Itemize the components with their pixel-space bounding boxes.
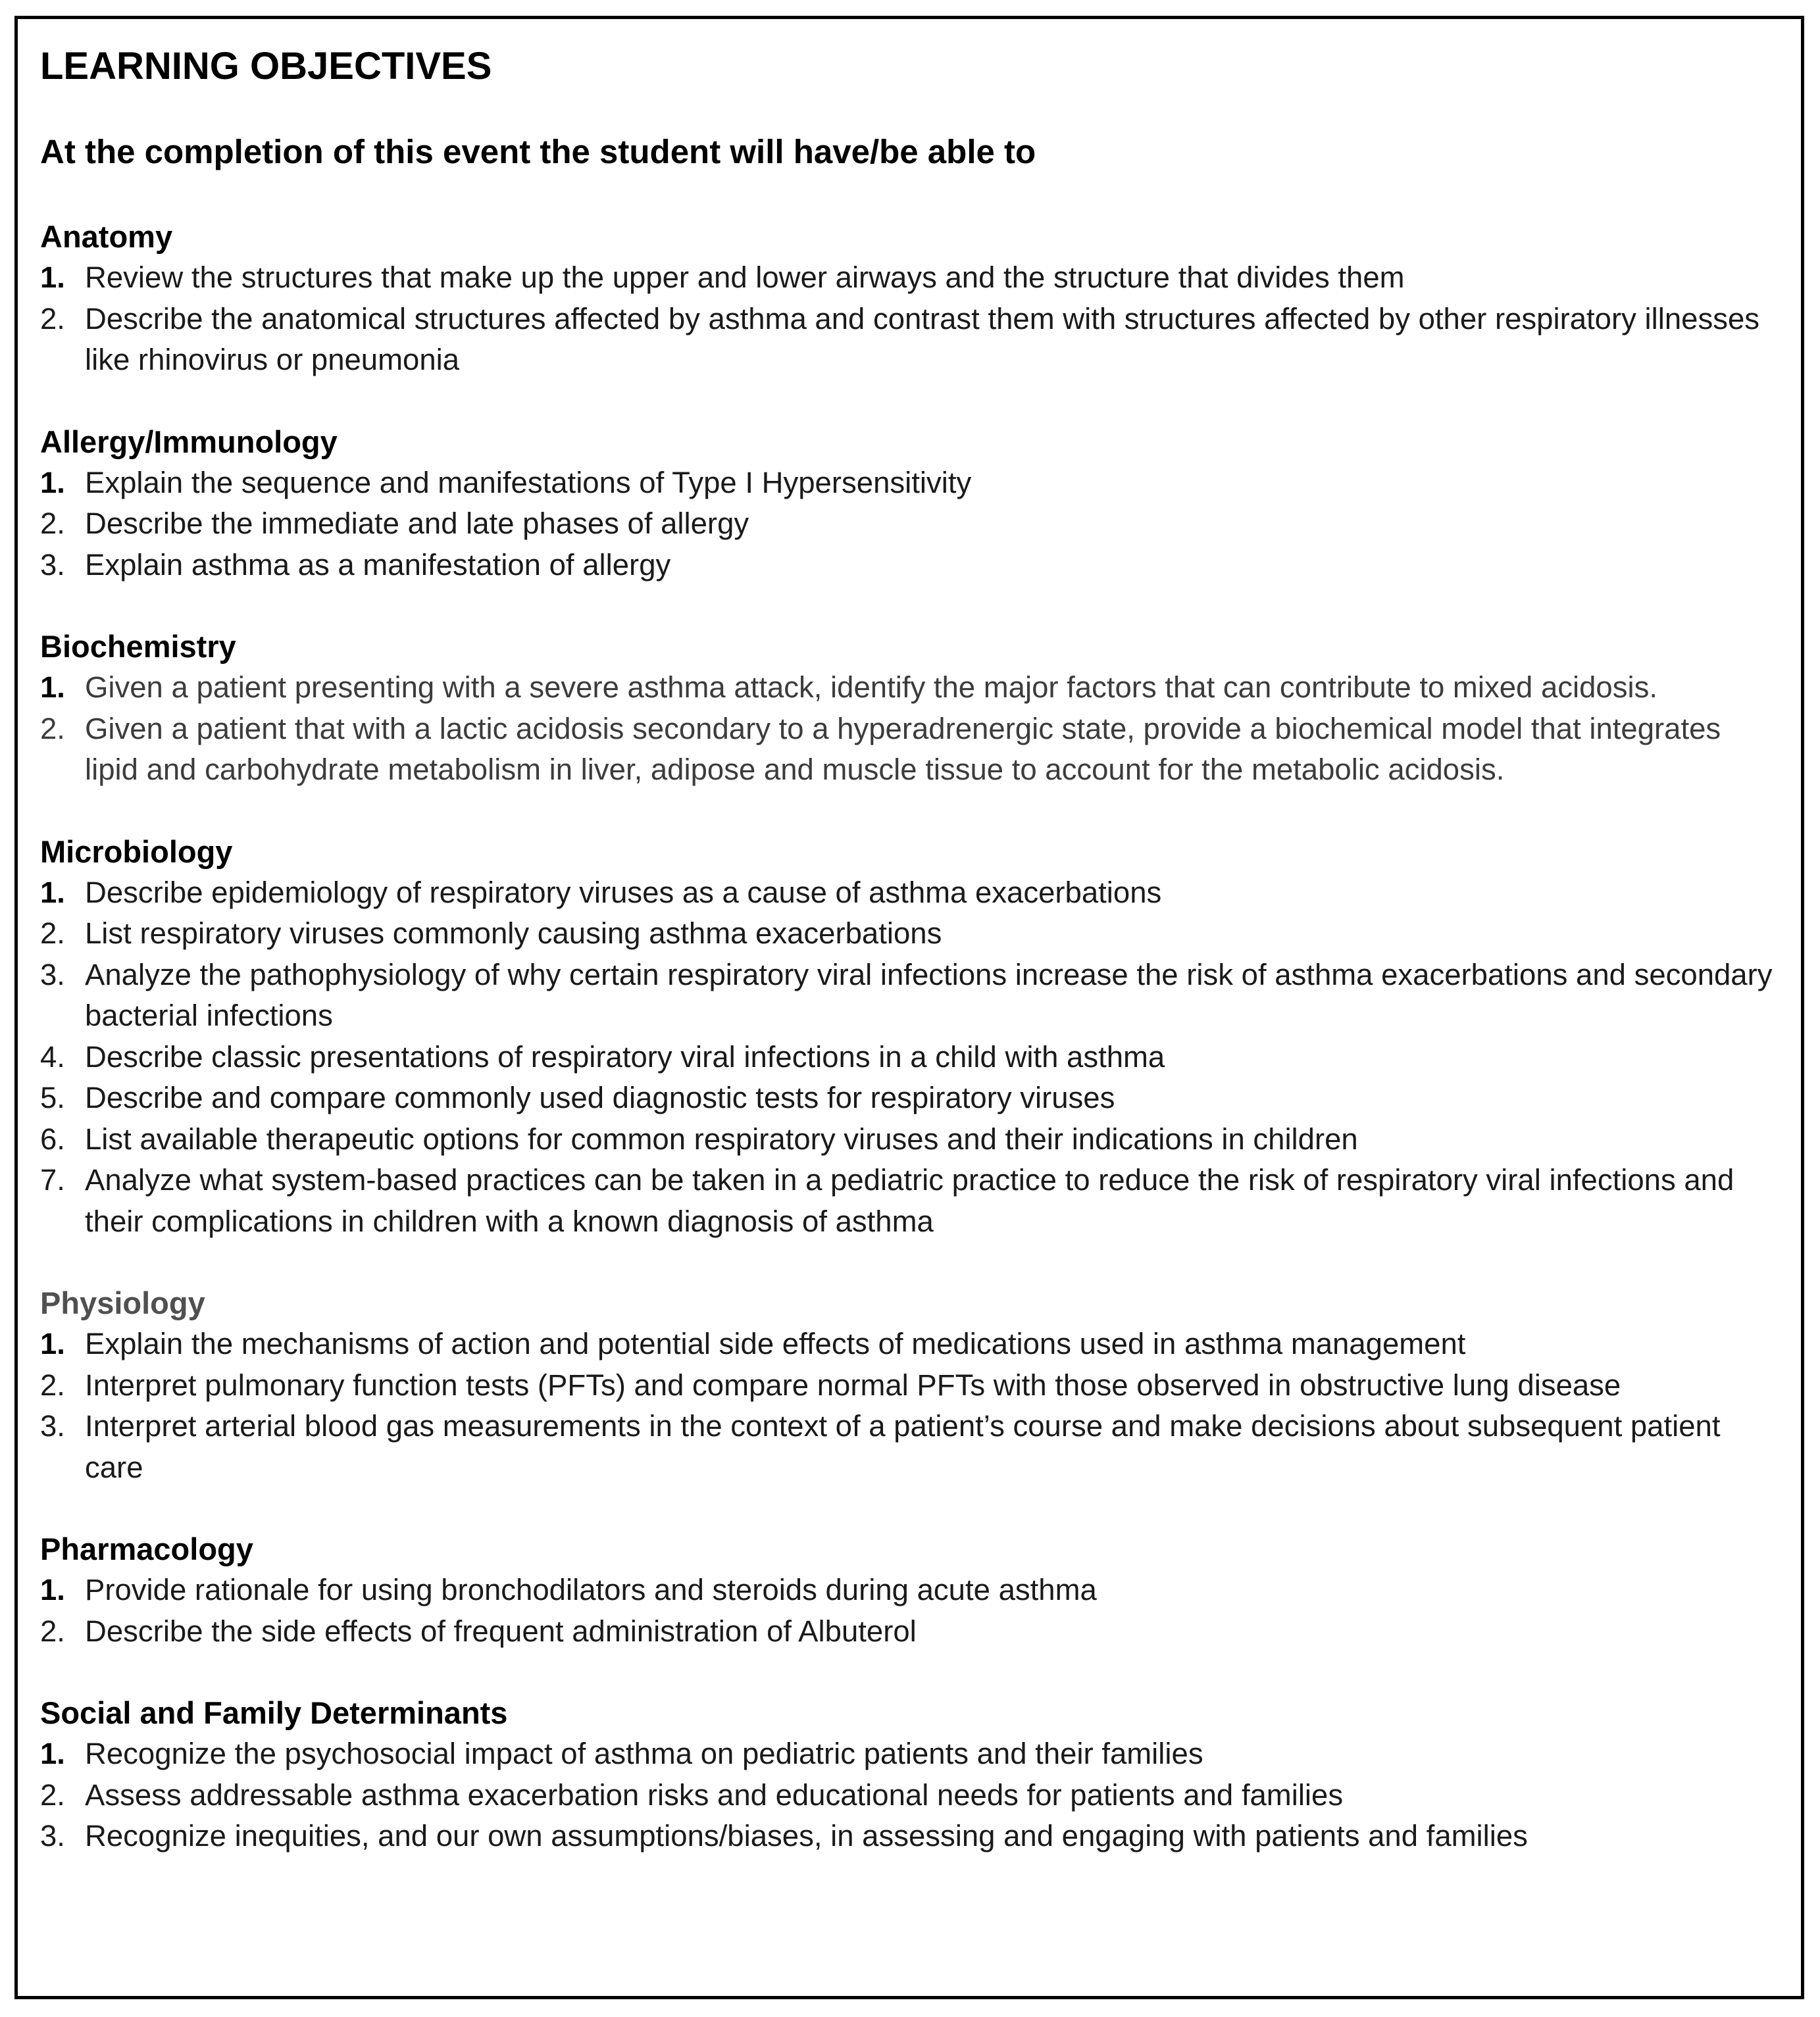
objective-number: 3. <box>40 957 65 991</box>
section-heading: Biochemistry <box>40 629 236 664</box>
section-heading: Allergy/Immunology <box>40 424 338 459</box>
objective-list <box>40 257 1780 381</box>
objective-item <box>40 1037 1780 1078</box>
objective-list <box>40 872 1780 1243</box>
objective-number: 4. <box>40 1039 65 1074</box>
document-subtitle: At the completion of this event the student will have/be able to <box>40 133 1036 170</box>
section-heading: Social and Family Determinants <box>40 1695 508 1730</box>
objective-number: 1. <box>40 1737 65 1770</box>
section-anatomy <box>40 216 1780 381</box>
objective-text: Describe the immediate and late phases of allergy <box>85 507 749 540</box>
objective-item <box>40 1816 1780 1857</box>
objective-text: Review the structures that make up the upper and lower airways and the structure that divides them <box>85 261 1405 294</box>
objective-number: 2. <box>40 507 65 540</box>
objective-text: Describe the side effects of frequent administration of Albuterol <box>85 1614 917 1648</box>
objective-text: Analyze what system-based practices can be taken in a pediatric practice to reduce the risk of respiratory viral infections and their complications in children with a known diagnosis of asthma <box>85 1163 1734 1238</box>
objective-item <box>40 955 1780 1037</box>
objective-list <box>40 1570 1780 1652</box>
objective-item <box>40 872 1780 914</box>
objective-item <box>40 1119 1780 1160</box>
objective-text: Given a patient that with a lactic acidosis secondary to a hyperadrenergic state, provide a biochemical model that integrates lipid and carbohydrate metabolism in liver, adipose and muscle tissue to account for the metabolic acidosis. <box>85 711 1721 786</box>
objective-number: 1. <box>40 670 65 704</box>
objective-number: 6. <box>40 1122 65 1156</box>
objective-item <box>40 709 1780 791</box>
objective-number: 2. <box>40 301 65 336</box>
objective-text: Recognize the psychosocial impact of asthma on pediatric patients and their families <box>85 1737 1203 1770</box>
objective-text: List respiratory viruses commonly causing asthma exacerbations <box>85 916 942 950</box>
objective-text: Analyze the pathophysiology of why certain respiratory viral infections increase the risk of asthma exacerbations and secondary bacterial infections <box>85 957 1773 1032</box>
document-title: LEARNING OBJECTIVES <box>40 45 492 87</box>
objective-list <box>40 462 1780 586</box>
objective-number: 3. <box>40 1409 65 1443</box>
objective-number: 2. <box>40 1368 65 1402</box>
section-heading: Anatomy <box>40 219 173 254</box>
objective-item <box>40 1611 1780 1653</box>
objective-item <box>40 503 1780 545</box>
objective-item <box>40 1406 1780 1488</box>
section-social-family-determinants <box>40 1693 1780 1857</box>
objective-text: Describe the anatomical structures affected by asthma and contrast them with structures affected by other respiratory illnesses like rhinovirus or pneumonia <box>85 301 1760 376</box>
objective-item <box>40 1365 1780 1407</box>
section-heading: Pharmacology <box>40 1531 253 1566</box>
objective-item <box>40 1733 1780 1775</box>
objective-number: 1. <box>40 1573 65 1606</box>
objective-text: Describe epidemiology of respiratory viruses as a cause of asthma exacerbations <box>85 875 1162 909</box>
objective-item <box>40 257 1780 299</box>
objective-number: 5. <box>40 1081 65 1114</box>
objective-list <box>40 1733 1780 1857</box>
objective-item <box>40 462 1780 504</box>
objective-text: Given a patient presenting with a severe asthma attack, identify the major factors that can contribute to mixed acidosis. <box>85 670 1657 704</box>
section-microbiology <box>40 832 1780 1243</box>
section-biochemistry <box>40 626 1780 791</box>
objective-number: 3. <box>40 547 65 582</box>
objective-number: 2. <box>40 1614 65 1648</box>
section-pharmacology <box>40 1529 1780 1652</box>
objective-number: 1. <box>40 875 65 909</box>
objective-item <box>40 1160 1780 1242</box>
section-heading: Physiology <box>40 1285 205 1320</box>
objective-number: 2. <box>40 916 65 950</box>
objective-text: Explain the sequence and manifestations of Type I Hypersensitivity <box>85 465 972 499</box>
objective-number: 3. <box>40 1819 65 1853</box>
section-physiology <box>40 1283 1780 1488</box>
objective-item <box>40 299 1780 381</box>
objective-number: 1. <box>40 1327 65 1360</box>
objective-number: 2. <box>40 1778 65 1812</box>
objective-number: 1. <box>40 465 65 499</box>
objective-item <box>40 1775 1780 1816</box>
objective-text: Describe and compare commonly used diagnostic tests for respiratory viruses <box>85 1081 1115 1114</box>
objective-item <box>40 1324 1780 1365</box>
objective-item <box>40 1078 1780 1119</box>
objective-text: Assess addressable asthma exacerbation risks and educational needs for patients and families <box>85 1778 1344 1812</box>
objective-text: Describe classic presentations of respiratory viral infections in a child with asthma <box>85 1039 1165 1074</box>
objective-text: Explain the mechanisms of action and potential side effects of medications used in asthma management <box>85 1327 1466 1360</box>
objective-list <box>40 667 1780 791</box>
objective-list <box>40 1324 1780 1488</box>
learning-objectives-box <box>14 16 1804 1999</box>
objective-item <box>40 913 1780 955</box>
objective-item <box>40 667 1780 709</box>
objective-text: Explain asthma as a manifestation of allergy <box>85 547 671 582</box>
section-heading: Microbiology <box>40 834 233 869</box>
objective-text: Interpret pulmonary function tests (PFTs) and compare normal PFTs with those observed in obstructive lung disease <box>85 1368 1621 1402</box>
objective-text: List available therapeutic options for common respiratory viruses and their indications in children <box>85 1122 1358 1156</box>
objective-item <box>40 545 1780 586</box>
objective-number: 7. <box>40 1163 65 1197</box>
objective-text: Recognize inequities, and our own assumptions/biases, in assessing and engaging with patients and families <box>85 1819 1528 1853</box>
objective-text: Provide rationale for using bronchodilators and steroids during acute asthma <box>85 1573 1097 1606</box>
objective-item <box>40 1570 1780 1611</box>
objective-text: Interpret arterial blood gas measurements in the context of a patient’s course and make decisions about subsequent patient care <box>85 1409 1721 1484</box>
objective-number: 1. <box>40 261 65 294</box>
objective-number: 2. <box>40 711 65 745</box>
section-allergy-immunology <box>40 422 1780 586</box>
